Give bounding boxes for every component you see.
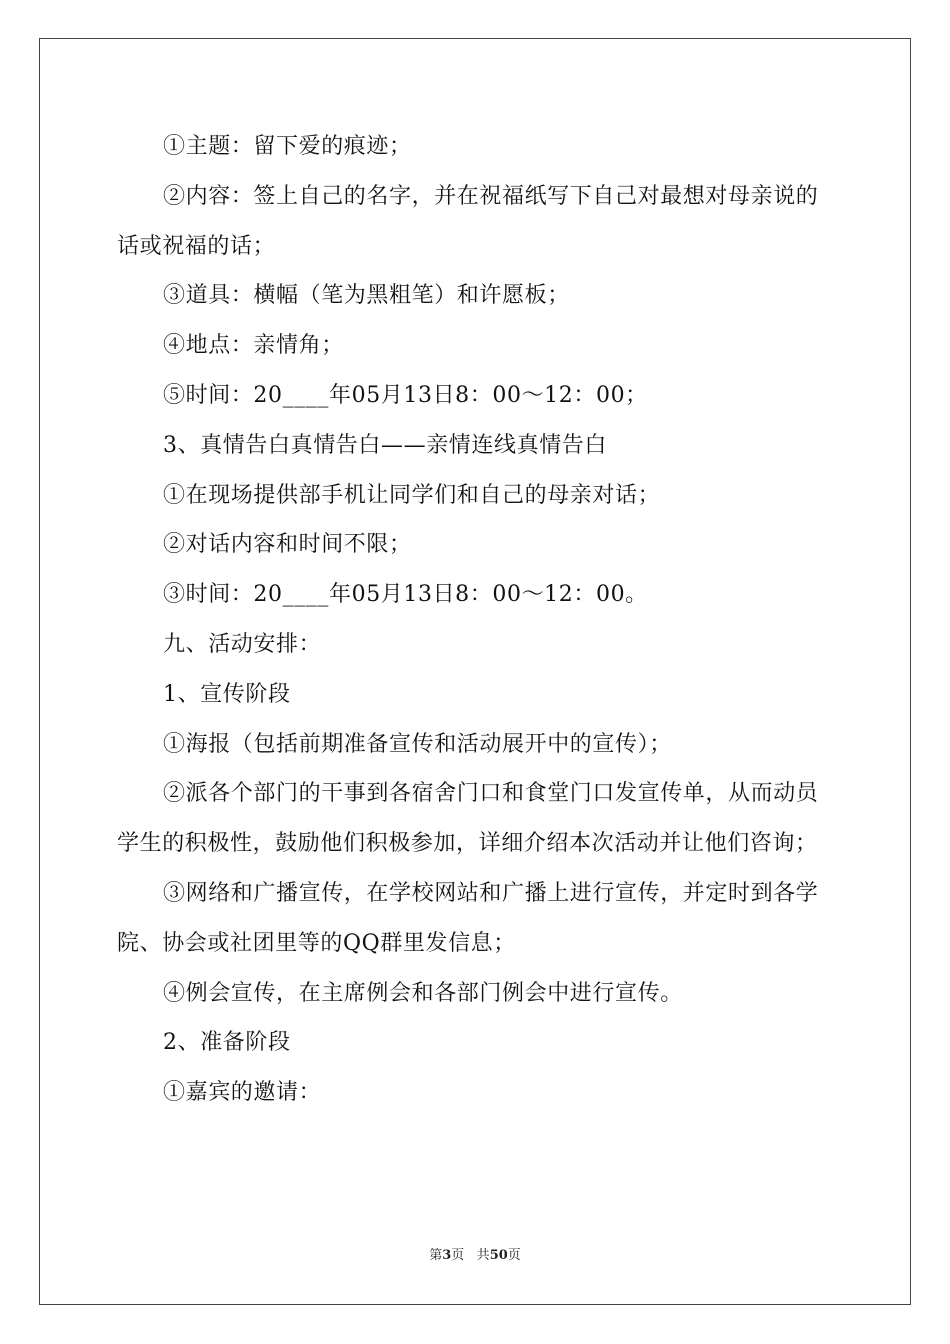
- total-pages: 50: [489, 1248, 508, 1263]
- paragraph: ⑤时间：20____年05月13日8：00～12：00；: [163, 382, 648, 408]
- paragraph: ③时间：20____年05月13日8：00～12：00。: [163, 582, 648, 608]
- paragraph: ①主题：留下爱的痕迹；: [163, 134, 412, 159]
- section-heading: 1、宣传阶段: [163, 681, 291, 707]
- section-heading: 3、真情告白真情告白——亲情连线真情告白: [163, 432, 607, 458]
- paragraph: ③道具：横幅（笔为黑粗笔）和许愿板；: [163, 283, 570, 309]
- total-prefix: 共: [476, 1248, 490, 1263]
- paragraph: ④地点：亲情角；: [163, 333, 344, 359]
- paragraph: ①在现场提供部手机让同学们和自己的母亲对话；: [163, 482, 661, 508]
- paragraph: ③网络和广播宣传，在学校网站和广播上进行宣传，并定时到各学院、协会或社团里等的QQ群里发信息；: [117, 880, 819, 956]
- paragraph: ①海报（包括前期准备宣传和活动展开中的宣传）；: [163, 731, 672, 757]
- total-suffix: 页: [507, 1248, 521, 1263]
- section-heading: 九、活动安排：: [163, 631, 322, 657]
- paragraph: ①嘉宾的邀请：: [163, 1080, 322, 1106]
- page-number: 3: [442, 1248, 452, 1263]
- page-suffix: 页: [451, 1248, 465, 1263]
- section-heading: 2、准备阶段: [163, 1030, 291, 1056]
- page-footer: [0, 1247, 950, 1265]
- page-prefix: 第: [429, 1248, 443, 1263]
- paragraph: ②对话内容和时间不限；: [163, 532, 412, 558]
- paragraph: ②派各个部门的干事到各宿舍门口和食堂门口发宣传单，从而动员学生的积极性，鼓励他们积极参加，详细介绍本次活动并让他们咨询；: [117, 781, 819, 857]
- paragraph: ②内容：签上自己的名字，并在祝福纸写下自己对最想对母亲说的话或祝福的话；: [117, 183, 819, 259]
- paragraph: ④例会宣传，在主席例会和各部门例会中进行宣传。: [163, 980, 683, 1006]
- document-body: [117, 122, 837, 1118]
